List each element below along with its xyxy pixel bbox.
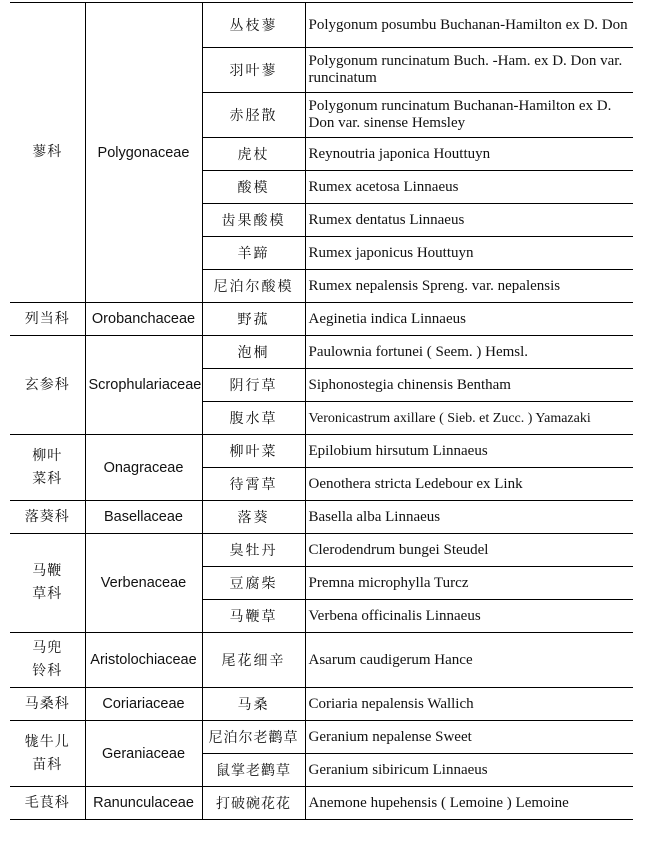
species-latin-cell: Epilobium hirsutum Linnaeus [305,435,633,468]
species-cn-cell: 羊蹄 [202,237,305,270]
table-row [10,688,633,721]
species-cn-cell: 马鞭草 [202,600,305,633]
species-latin-cell: Aeginetia indica Linnaeus [305,303,633,336]
family-latin-cell: Polygonaceae [85,3,202,303]
family-latin-cell: Aristolochiaceae [85,633,202,688]
table-row [10,501,633,534]
species-cn-cell: 丛枝蓼 [202,3,305,48]
table-row [10,721,633,754]
species-cn-cell: 羽叶蓼 [202,48,305,93]
species-cn-cell: 酸模 [202,171,305,204]
species-cn-cell: 赤胫散 [202,93,305,138]
family-latin-cell: Geraniaceae [85,721,202,787]
species-cn-cell: 野菰 [202,303,305,336]
family-cn-cell: 蓼科 [10,3,85,303]
family-latin-cell: Onagraceae [85,435,202,501]
family-latin-cell: Orobanchaceae [85,303,202,336]
species-cn-cell: 臭牡丹 [202,534,305,567]
table-row [10,3,633,48]
table-row [10,787,633,820]
family-cn-cell: 马桑科 [10,688,85,721]
species-cn-cell: 虎杖 [202,138,305,171]
table-row [10,633,633,688]
species-cn-cell: 柳叶菜 [202,435,305,468]
species-cn-cell: 阴行草 [202,369,305,402]
species-latin-cell: Rumex japonicus Houttuyn [305,237,633,270]
family-cn-cell: 玄参科 [10,336,85,435]
species-cn-cell: 齿果酸模 [202,204,305,237]
species-latin-cell: Geranium nepalense Sweet [305,721,633,754]
species-latin-cell: Polygonum posumbu Buchanan-Hamilton ex D. Don [305,3,633,48]
species-cn-cell: 腹水草 [202,402,305,435]
species-latin-cell: Paulownia fortunei ( Seem. ) Hemsl. [305,336,633,369]
species-cn-cell: 豆腐柴 [202,567,305,600]
species-latin-cell: Veronicastrum axillare ( Sieb. et Zucc. ) Yamazaki [305,402,633,435]
family-latin-cell: Scrophulariaceae [85,336,202,435]
species-cn-cell: 打破碗花花 [202,787,305,820]
family-latin-cell: Verbenaceae [85,534,202,633]
species-cn-cell: 落葵 [202,501,305,534]
family-latin-cell: Coriariaceae [85,688,202,721]
table-row [10,336,633,369]
species-latin-cell: Siphonostegia chinensis Bentham [305,369,633,402]
family-cn-cell: 列当科 [10,303,85,336]
species-latin-cell: Anemone hupehensis ( Lemoine ) Lemoine [305,787,633,820]
species-latin-cell: Polygonum runcinatum Buchanan-Hamilton ex D. Don var. sinense Hemsley [305,93,633,138]
species-latin-cell: Premna microphylla Turcz [305,567,633,600]
species-latin-cell: Basella alba Linnaeus [305,501,633,534]
species-cn-cell: 待霄草 [202,468,305,501]
species-latin-cell: Asarum caudigerum Hance [305,633,633,688]
family-cn-cell: 牻牛儿 苗科 [10,721,85,787]
species-latin-cell: Oenothera stricta Ledebour ex Link [305,468,633,501]
family-cn-cell: 毛茛科 [10,787,85,820]
species-cn-cell: 尼泊尔酸模 [202,270,305,303]
species-table-page [10,2,633,820]
species-cn-cell: 马桑 [202,688,305,721]
species-cn-cell: 尾花细辛 [202,633,305,688]
species-cn-cell: 尼泊尔老鹳草 [202,721,305,754]
species-latin-cell: Reynoutria japonica Houttuyn [305,138,633,171]
family-cn-cell: 柳叶 菜科 [10,435,85,501]
species-latin-cell: Rumex acetosa Linnaeus [305,171,633,204]
family-latin-cell: Basellaceae [85,501,202,534]
family-cn-cell: 马鞭 草科 [10,534,85,633]
species-latin-cell: Rumex nepalensis Spreng. var. nepalensis [305,270,633,303]
species-latin-cell: Polygonum runcinatum Buch. -Ham. ex D. Don var. runcinatum [305,48,633,93]
species-cn-cell: 鼠掌老鹳草 [202,754,305,787]
table-row [10,303,633,336]
species-latin-cell: Rumex dentatus Linnaeus [305,204,633,237]
table-row [10,534,633,567]
family-cn-cell: 马兜 铃科 [10,633,85,688]
family-latin-cell: Ranunculaceae [85,787,202,820]
family-cn-cell: 落葵科 [10,501,85,534]
table-row [10,435,633,468]
species-cn-cell: 泡桐 [202,336,305,369]
species-table [10,2,633,820]
species-latin-cell: Verbena officinalis Linnaeus [305,600,633,633]
species-latin-cell: Clerodendrum bungei Steudel [305,534,633,567]
species-latin-cell: Coriaria nepalensis Wallich [305,688,633,721]
species-latin-cell: Geranium sibiricum Linnaeus [305,754,633,787]
